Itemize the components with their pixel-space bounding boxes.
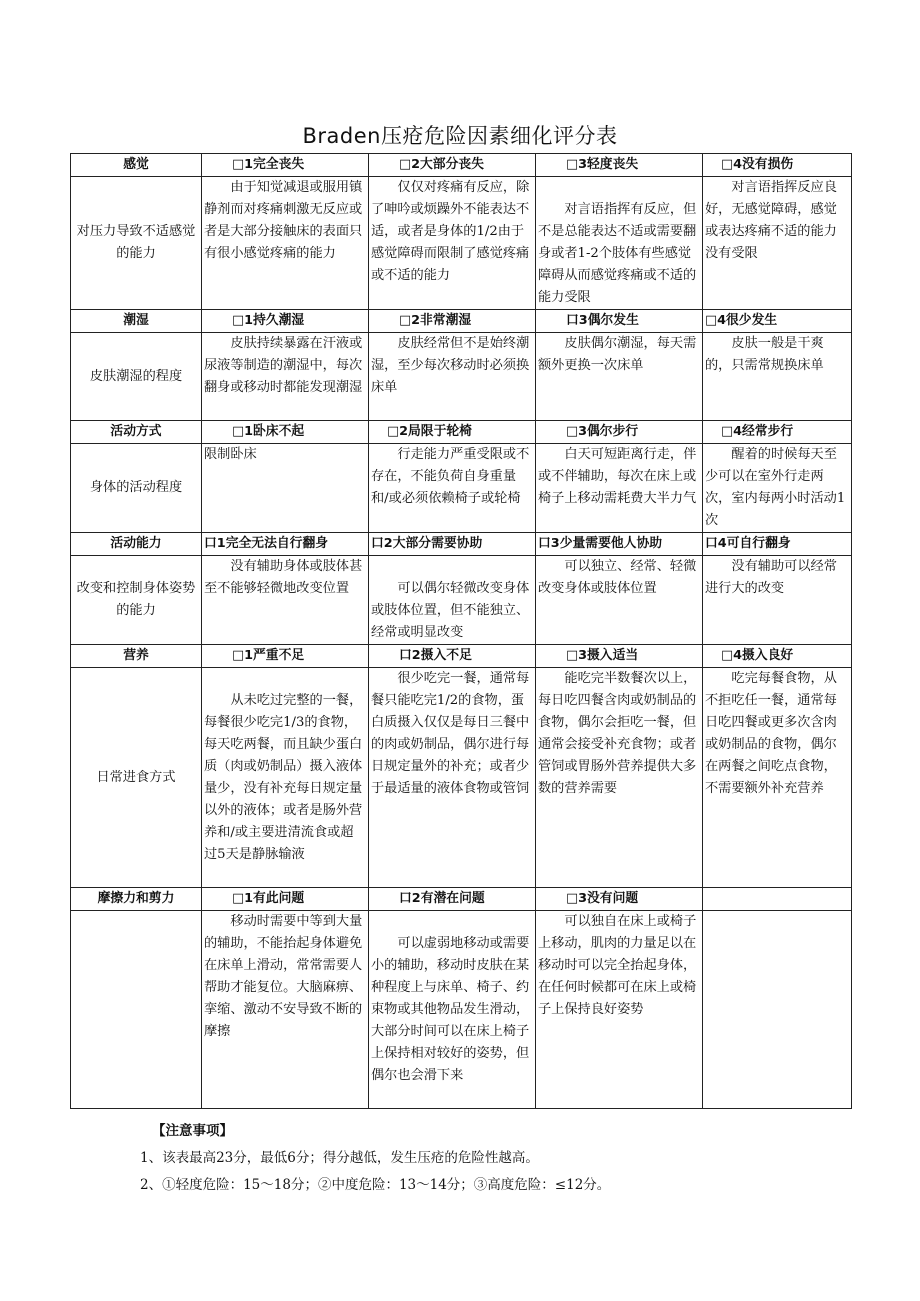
empty-cell	[703, 911, 852, 1109]
section-name: 活动能力	[71, 533, 202, 556]
description-cell: 从未吃过完整的一餐，每餐很少吃完1/3的食物，每天吃两餐，而且缺少蛋白质（肉或奶制品）摄入液体量少，没有补充每日规定量以外的液体；或者是肠外营养和/或主要进清流食或超过5天是静脉输液	[202, 668, 369, 888]
description-cell: 皮肤持续暴露在汗液或尿液等制造的潮湿中，每次翻身或移动时都能发现潮湿	[202, 333, 369, 421]
option-checkbox[interactable]: □1卧床不起	[202, 421, 369, 444]
description-cell: 皮肤经常但不是始终潮湿，至少每次移动时必须换床单	[369, 333, 536, 421]
description-cell: 能吃完半数餐次以上，每日吃四餐含肉或奶制品的食物，偶尔会拒吃一餐，但通常会接受补充食物；或者管饲或胃肠外营养提供大多数的营养需要	[536, 668, 703, 888]
option-checkbox[interactable]: □1完全丧失	[202, 154, 369, 177]
note-item: 1、该表最高23分，最低6分；得分越低，发生压疮的危险性越高。	[140, 1150, 539, 1166]
section-body-sensory	[71, 177, 852, 310]
description-cell: 仅仅对疼痛有反应，除了呻吟或烦躁外不能表达不适，或者是身体的1/2由于感觉障碍而限制了感觉疼痛或不适的能力	[369, 177, 536, 310]
option-checkbox[interactable]: 口2有潜在问题	[369, 888, 536, 911]
section-body-mobility	[71, 556, 852, 645]
section-header-nutrition	[71, 645, 852, 668]
section-header-sensory	[71, 154, 852, 177]
description-cell: 醒着的时候每天至少可以在室外行走两次，室内每两小时活动1次	[703, 444, 852, 533]
braden-score-table	[70, 153, 852, 1109]
notes-heading: 【注意事项】	[152, 1123, 233, 1139]
option-checkbox[interactable]: 口1完全无法自行翻身	[202, 533, 369, 556]
description-cell: 行走能力严重受限或不存在，不能负荷自身重量和/或必须依赖椅子或轮椅	[369, 444, 536, 533]
section-body-activity	[71, 444, 852, 533]
section-name: 潮湿	[71, 310, 202, 333]
section-body-friction	[71, 911, 852, 1109]
section-header-mobility	[71, 533, 852, 556]
description-cell: 对言语指挥反应良好，无感觉障碍，感觉或表达疼痛不适的能力没有受限	[703, 177, 852, 310]
description-cell: 吃完每餐食物，从不拒吃任一餐，通常每日吃四餐或更多次含肉或奶制品的食物，偶尔在两餐之间吃点食物，不需要额外补充营养	[703, 668, 852, 888]
option-checkbox[interactable]: □2大部分丧失	[369, 154, 536, 177]
option-checkbox[interactable]: □4很少发生	[703, 310, 852, 333]
section-body-nutrition	[71, 668, 852, 888]
row-label: 皮肤潮湿的程度	[71, 333, 202, 421]
option-checkbox[interactable]: □4没有损伤	[703, 154, 852, 177]
section-body-moisture	[71, 333, 852, 421]
option-checkbox[interactable]: □4摄入良好	[703, 645, 852, 668]
section-header-friction	[71, 888, 852, 911]
option-checkbox[interactable]: □1有此问题	[202, 888, 369, 911]
description-cell: 皮肤偶尔潮湿，每天需额外更换一次床单	[536, 333, 703, 421]
description-cell: 对言语指挥有反应，但不是总能表达不适或需要翻身或者1-2个肢体有些感觉障碍从而感觉疼痛或不适的能力受限	[536, 177, 703, 310]
description-cell: 很少吃完一餐，通常每餐只能吃完1/2的食物，蛋白质摄入仅仅是每日三餐中的肉或奶制品，偶尔进行每日规定量外的补充；或者少于最适量的液体食物或管饲	[369, 668, 536, 888]
description-cell: 没有辅助可以经常进行大的改变	[703, 556, 852, 645]
section-header-activity	[71, 421, 852, 444]
row-label: 身体的活动程度	[71, 444, 202, 533]
description-cell: 皮肤一般是干爽的，只需常规换床单	[703, 333, 852, 421]
option-checkbox[interactable]: 口2大部分需要协助	[369, 533, 536, 556]
description-cell: 移动时需要中等到大量的辅助，不能抬起身体避免在床单上滑动，常常需要人帮助才能复位。大脑麻痹、挛缩、激动不安导致不断的摩擦	[202, 911, 369, 1109]
section-header-moisture	[71, 310, 852, 333]
page-title: Braden压疮危险因素细化评分表	[302, 124, 618, 148]
row-label: 日常进食方式	[71, 668, 202, 888]
row-label: 改变和控制身体姿势的能力	[71, 556, 202, 645]
empty-cell	[703, 888, 852, 911]
description-cell: 可以独立、经常、轻微改变身体或肢体位置	[536, 556, 703, 645]
notes-section	[140, 1118, 610, 1199]
option-checkbox[interactable]: □3摄入适当	[536, 645, 703, 668]
option-checkbox[interactable]: □1持久潮湿	[202, 310, 369, 333]
option-checkbox[interactable]: □1严重不足	[202, 645, 369, 668]
section-name: 活动方式	[71, 421, 202, 444]
option-checkbox[interactable]: □3轻度丧失	[536, 154, 703, 177]
description-cell: 限制卧床	[202, 444, 369, 533]
option-checkbox[interactable]: □3没有问题	[536, 888, 703, 911]
description-cell: 没有辅助身体或肢体甚至不能够轻微地改变位置	[202, 556, 369, 645]
section-name: 感觉	[71, 154, 202, 177]
option-checkbox[interactable]: 口4可自行翻身	[703, 533, 852, 556]
description-cell: 可以偶尔轻微改变身体或肢体位置，但不能独立、经常或明显改变	[369, 556, 536, 645]
option-checkbox[interactable]: □4经常步行	[703, 421, 852, 444]
option-checkbox[interactable]: 口3少量需要他人协助	[536, 533, 703, 556]
option-checkbox[interactable]: □2局限于轮椅	[369, 421, 536, 444]
description-cell: 可以独自在床上或椅子上移动，肌肉的力量足以在移动时可以完全抬起身体，在任何时候都可在床上或椅子上保持良好姿势	[536, 911, 703, 1109]
section-name: 营养	[71, 645, 202, 668]
description-cell: 白天可短距离行走，伴或不伴辅助，每次在床上或椅子上移动需耗费大半力气	[536, 444, 703, 533]
option-checkbox[interactable]: 口3偶尔发生	[536, 310, 703, 333]
row-label	[71, 911, 202, 1109]
row-label: 对压力导致不适感觉的能力	[71, 177, 202, 310]
description-cell: 可以虚弱地移动或需要小的辅助，移动时皮肤在某种程度上与床单、椅子、约束物或其他物品发生滑动，大部分时间可以在床上椅子上保持相对较好的姿势，但偶尔也会滑下来	[369, 911, 536, 1109]
description-cell: 由于知觉减退或服用镇静剂而对疼痛刺激无反应或者是大部分接触床的表面只有很小感觉疼痛的能力	[202, 177, 369, 310]
option-checkbox[interactable]: □2非常潮湿	[369, 310, 536, 333]
option-checkbox[interactable]: □3偶尔步行	[536, 421, 703, 444]
section-name: 摩擦力和剪力	[71, 888, 202, 911]
note-item: 2、①轻度危险：15～18分；②中度危险：13～14分；③高度危险：≤12分。	[140, 1177, 611, 1193]
option-checkbox[interactable]: 口2摄入不足	[369, 645, 536, 668]
